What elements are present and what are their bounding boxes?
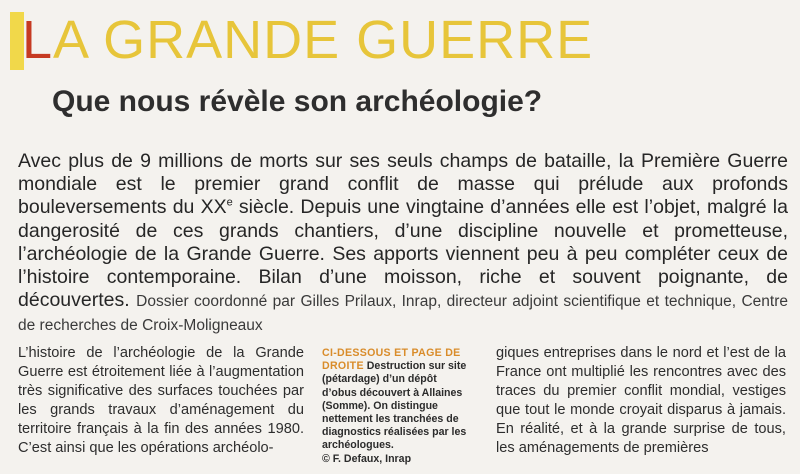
lead-paragraph	[18, 150, 788, 338]
lead-text-2: siècle. Depuis une vingtaine d’années elle est l’objet, malgré la dangerosité de ces grands chantiers, d’une discipline nouvelle et prometteuse, l’archéologie de la Grande Guerre. Ses apports viennent peu à peu compléter ceux de l’histoire contemporaine. Bilan d’une moisson, riche et souvent poignante, de découvertes.	[18, 196, 788, 312]
body-column-left: L’histoire de l’archéologie de la Grande Guerre est étroitement liée à l’augmentation très significative des surfaces touchées par les grands travaux d’aménagement du territoire français à la fin des années 1980. C’est ainsi que les opérations archéolo-	[18, 345, 304, 456]
caption-heading: CI-DESSOUS ET PAGE DE DROITE	[322, 347, 461, 373]
caption-text: Destruction sur site (pétardage) d’un dépôt d’obus découvert à Allaines (Somme). On distingue nettement les tranchées de diagnostics réalisées par les archéologues.	[322, 360, 467, 452]
photo-caption	[322, 347, 474, 466]
title-initial: L	[22, 10, 54, 70]
lead-text-1: Avec plus de 9 millions de morts sur ses seuls champs de bataille, la Première Guerre mondiale est le premier grand conflit de masse qui prélude aux profonds bouleversements du XX	[18, 150, 788, 219]
dossier-credit: Dossier coordonné par Gilles Prilaux, Inrap, directeur adjoint scientifique et technique, Centre de recherches de Croix-Moligneaux	[18, 293, 788, 335]
lead-superscript: e	[226, 196, 233, 209]
body-column-right: giques entreprises dans le nord et l’est de la France ont multiplié les rencontres avec des traces du premier conflit mondial, vestiges que tout le monde croyait disparus à jamais. En réalité, et à la grande surprise de tous, les aménagements de premières	[496, 345, 786, 456]
page-subtitle: Que nous révèle son archéologie?	[52, 85, 543, 118]
caption-credit: © F. Defaux, Inrap	[322, 452, 412, 465]
page-title	[22, 8, 593, 72]
title-rest: A GRANDE GUERRE	[53, 10, 594, 70]
